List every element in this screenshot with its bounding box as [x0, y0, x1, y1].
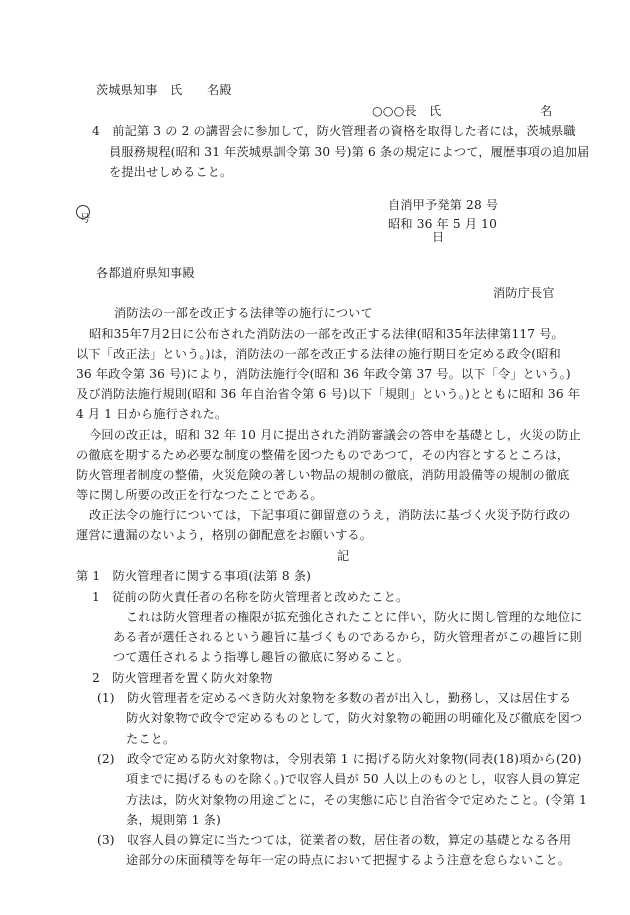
seal-mark: 号 [80, 214, 91, 225]
item1-heading: 1 従前の防火責任者の名称を防火管理者と改めたこと。 [92, 590, 409, 604]
sub2-line3: 方法は，防火対象物の用途ごとに，その実態に応じ自治省令で定めたこと。(令第 1 [126, 793, 587, 807]
para1-line4: 及び消防法施行規則(昭和 36 年自治省令第 6 号)以下「規則」という。)とともに昭和 36 年 [76, 387, 581, 401]
sender-title: ○○○長 氏 [372, 104, 442, 118]
notice-subject: 消防法の一部を改正する法律等の施行について [114, 306, 373, 320]
sub1-line1: (1) 防火管理者を定めるべき防火対象物を多数の者が出入し，勤務し，又は居住する [97, 691, 572, 705]
para1-line1: 昭和35年7月2日に公布された消防法の一部を改正する法律(昭和35年法律第117 号。 [89, 327, 564, 341]
notice-from: 消防庁長官 [493, 286, 555, 300]
item1-body-line2: ある者が選任されるという趣旨に基づくものであるから，防火管理者がこの趣旨に則 [113, 630, 582, 644]
para2-line1: 今回の改正は，昭和 32 年 10 月に提出された消防審議会の答申を基礎とし，火災の防止 [89, 428, 581, 442]
notice-to: 各都道府県知事殿 [96, 266, 195, 280]
sender-name-end: 名 [540, 104, 553, 118]
para3-line2: 運営に遺漏のないよう，格別の御配意をお願いする。 [76, 528, 373, 542]
sub3-line2: 途部分の床面積等を毎年一定の時点において把握するよう注意を怠らないこと。 [126, 853, 571, 867]
addressee-line: 茨城県知事 氏 名殿 [96, 83, 232, 97]
section1-heading: 第 1 防火管理者に関する事項(法第 8 条) [76, 569, 312, 583]
para2-line2: の徹底を期するため必要な制度の整備を図つたものであつて，その内容とするところは， [76, 448, 570, 462]
sub2-line4: 条，規則第 1 条) [126, 813, 221, 827]
para2-line3: 防火管理者制度の整備，火災危険の著しい物品の規制の徹底，消防用設備等の規制の徹底 [76, 468, 570, 482]
item4-line1: 4 前記第 3 の 2 の講習会に参加して，防火管理者の資格を取得した者には，茨城県職 [92, 124, 576, 138]
sub2-line1: (2) 政令で定める防火対象物は，令別表第 1 に掲げる防火対象物(同表(18)項から(20) [97, 752, 582, 766]
para3-line1: 改正法令の施行については，下記事項に御留意のうえ，消防法に基づく火災予防行政の [89, 508, 571, 522]
para2-line4: 等に関し所要の改正を行なつたことである。 [76, 488, 323, 502]
para1-line3: 36 年政令第 36 号)により，消防法施行令(昭和 36 年政令第 37 号。以下「令」という。) [76, 367, 571, 381]
notice-date-line2: 日 [432, 230, 445, 244]
notice-number: 自消甲予発第 28 号 [388, 198, 499, 212]
para1-line5: 4 月 1 日から施行された。 [76, 407, 228, 421]
para1-line2: 以下「改正法」という。)は，消防法の一部を改正する法律の施行期日を定める政令(昭和 [76, 347, 561, 361]
sub3-line1: (3) 収容人員の算定に当たつては，従業者の数，居住者の数，算定の基礎となる各用 [97, 833, 572, 847]
sub1-line2: 防火対象物で政令で定めるものとして，防火対象物の範囲の明確化及び徹底を図つ [126, 711, 583, 725]
item2-heading: 2 防火管理者を置く防火対象物 [92, 671, 273, 685]
ki-marker: 記 [337, 549, 350, 563]
notice-date-line1: 昭和 36 年 5 月 10 [388, 217, 497, 231]
item1-body-line3: つて選任されるよう指導し趣旨の徹底に努めること。 [113, 650, 410, 664]
item4-line3: を提出せしめること。 [109, 165, 233, 179]
item4-line2: 員服務規程(昭和 31 年茨城県訓令第 30 号)第 6 条の規定によつて，履歴事項の追加届 [109, 145, 590, 159]
sub1-line3: たこと。 [126, 732, 176, 746]
sub2-line2: 項までに掲げるものを除く。)で収容人員が 50 人以上のものとし，収容人員の算定 [126, 772, 581, 786]
item1-body-line1: これは防火管理者の権限が拡充強化されたことに伴い，防火に関し管理的な地位に [126, 610, 583, 624]
